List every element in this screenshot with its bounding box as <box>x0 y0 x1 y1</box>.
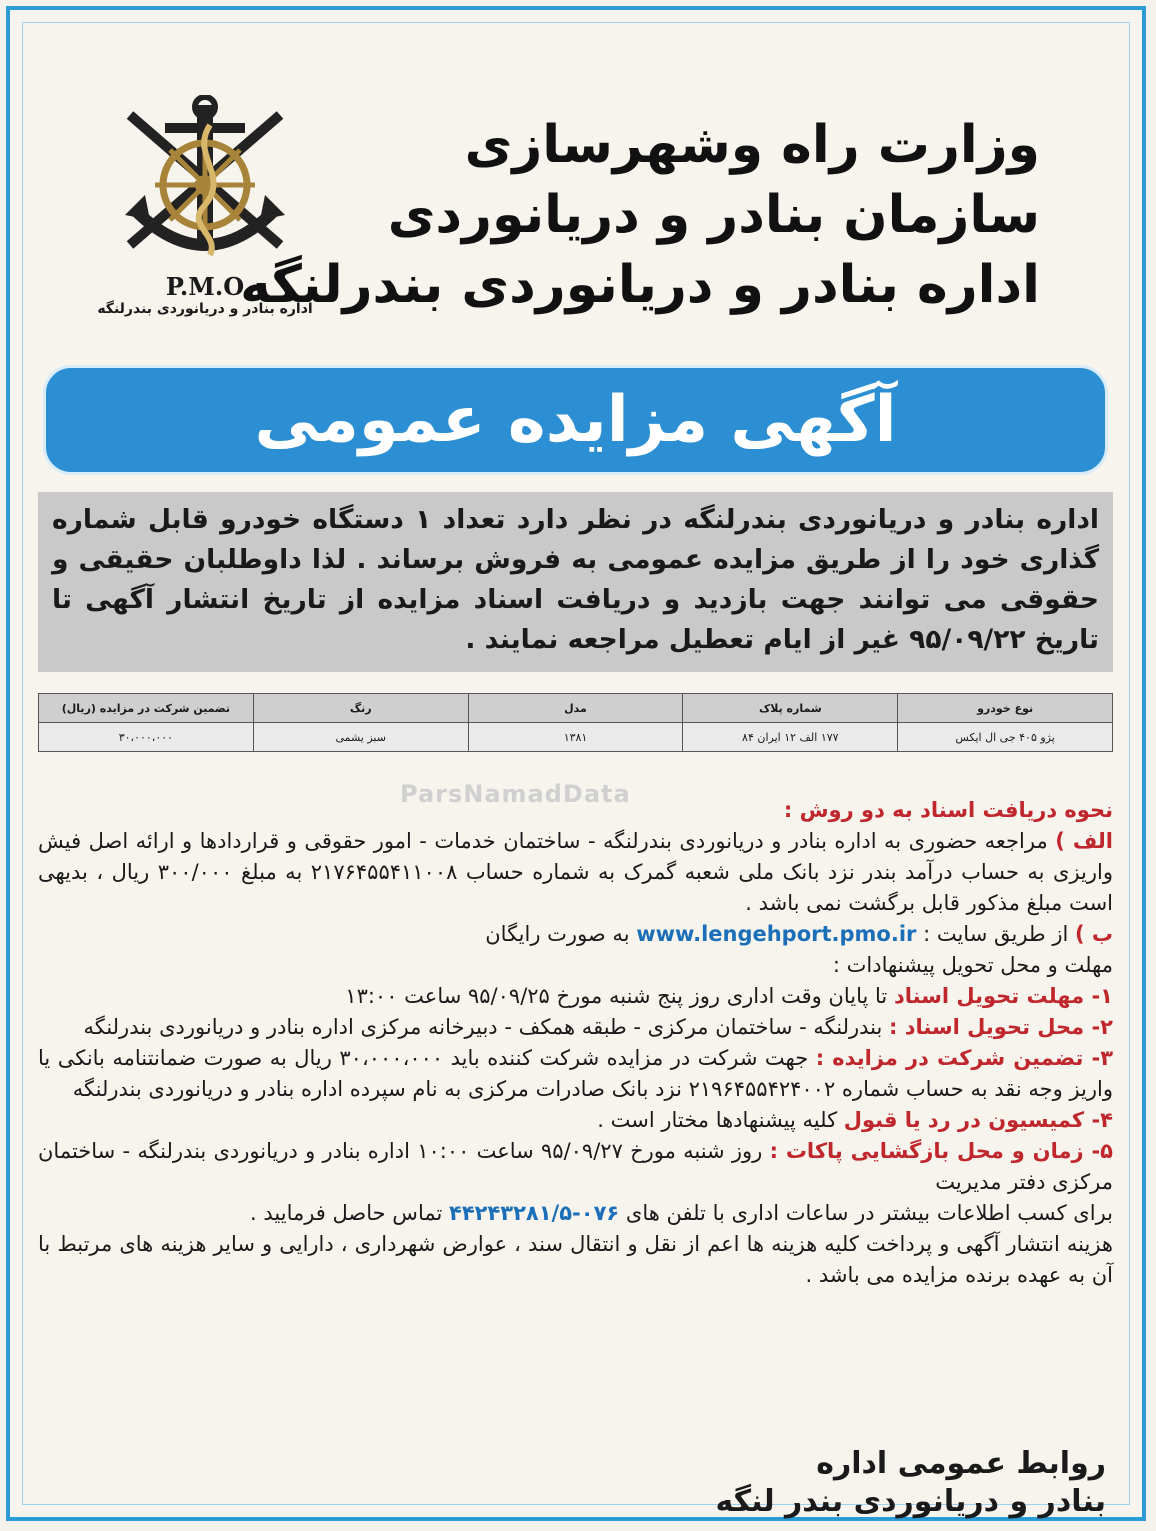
item-5 <box>38 1136 1113 1198</box>
table-cell: ۱۳۸۱ <box>468 723 683 752</box>
methods-title: نحوه دریافت اسناد به دو روش : <box>783 798 1113 822</box>
office-title: اداره بنادر و دریانوردی بندرلنگه <box>240 255 1040 315</box>
item-1 <box>38 981 1113 1012</box>
header-titles <box>240 110 1040 320</box>
info-pre: برای کسب اطلاعات بیشتر در ساعات اداری با تلفن های <box>625 1201 1113 1225</box>
method-b-post: به صورت رایگان <box>485 922 630 946</box>
item-5-label: ۵- زمان و محل بازگشایی پاکات : <box>769 1139 1113 1163</box>
table-cell: ۳۰،۰۰۰،۰۰۰ <box>39 723 254 752</box>
method-a <box>38 826 1113 919</box>
table-header-cell: رنگ <box>253 694 468 723</box>
table-cell: پژو ۴۰۵ جی ال ایکس <box>898 723 1113 752</box>
item-4-text: کلیه پیشنهادها مختار است . <box>597 1108 838 1132</box>
footer-line-2: بنادر و دریانوردی بندر لنگه <box>715 1484 1106 1519</box>
logo-caption: P.M.O <box>165 272 245 301</box>
item-3 <box>38 1043 1113 1105</box>
table-header-cell: مدل <box>468 694 683 723</box>
item-2 <box>38 1012 1113 1043</box>
method-a-text: مراجعه حضوری به اداره بنادر و دریانوردی بندرلنگه - ساختمان خدمات - امور حقوقی و قراردادها و ارائه اصل فیش واریزی به حساب درآمد بندر نزد بانک ملی شعبه گمرک به شماره حساب ۲۱۷۶۴۵۵۴۱۱۰۰۸ به مبلغ ۳۰۰/۰۰۰ ریال ، بدیهی است مبلغ مذکور قابل برگشت نمی باشد . <box>38 829 1113 915</box>
ad-body <box>38 795 1113 1291</box>
method-b <box>38 919 1113 950</box>
table-header-cell: نوع خودرو <box>898 694 1113 723</box>
phone-number: ۰۷۶-۴۴۲۴۳۲۸۱/۵ <box>449 1201 620 1225</box>
item-2-text: بندرلنگه - ساختمان مرکزی - طبقه همکف - دبیرخانه مرکزی اداره بنادر و دریانوردی بندرلنگه <box>83 1015 883 1039</box>
item-1-label: ۱- مهلت تحویل اسناد <box>893 984 1113 1008</box>
item-3-label: ۳- تضمین شرکت در مزایده : <box>815 1046 1114 1070</box>
table-cell: سبز یشمی <box>253 723 468 752</box>
method-a-label: الف ) <box>1055 829 1113 853</box>
ministry-title: وزارت راه وشهرسازی <box>464 115 1040 175</box>
item-5-text: روز شنبه مورخ ۹۵/۰۹/۲۷ ساعت ۱۰:۰۰ اداره بنادر و دریانوردی بندرلنگه - ساختمان مرکزی دفتر مدیریت <box>38 1139 1113 1194</box>
method-b-label: ب ) <box>1074 922 1113 946</box>
costs-note: هزینه انتشار آگهی و پرداخت کلیه هزینه ها اعم از نقل و انتقال سند ، عوارض شهرداری ، دارایی و سایر هزینه های مرتبط با آن به عهده برنده مزایده می باشد . <box>38 1232 1113 1287</box>
website-link[interactable]: www.lengehport.pmo.ir <box>636 922 917 946</box>
header <box>60 95 1060 325</box>
method-b-pre: از طریق سایت : <box>923 922 1069 946</box>
footer-line-1: روابط عمومی اداره <box>816 1446 1106 1481</box>
organization-title: سازمان بنادر و دریانوردی <box>387 185 1040 245</box>
item-2-label: ۲- محل تحویل اسناد : <box>889 1015 1113 1039</box>
intro-paragraph: اداره بنادر و دریانوردی بندرلنگه در نظر دارد تعداد ۱ دستگاه خودرو قابل شماره گذاری خود را از طریق مزایده عمومی به فروش برساند . لذا داوطلبان حقیقی و حقوقی می توانند جهت بازدید و دریافت اسناد مزایده از تاریخ انتشار آگهی تا تاریخ ۹۵/۰۹/۲۲ غیر از ایام تعطیل مراجعه نمایند . <box>38 492 1113 672</box>
item-4-label: ۴- کمیسیون در رد یا قبول <box>843 1108 1113 1132</box>
vehicle-table <box>38 693 1113 752</box>
item-4 <box>38 1105 1113 1136</box>
table-header-cell: شماره پلاک <box>683 694 898 723</box>
info-line <box>38 1198 1113 1229</box>
item-1-text: تا پایان وقت اداری روز پنج شنبه مورخ ۹۵/۰۹/۲۵ ساعت ۱۳:۰۰ <box>345 984 888 1008</box>
table-header-row <box>39 694 1113 723</box>
logo-subtitle: اداره بنادر و دریانوردی بندرلنگه <box>97 301 313 317</box>
watermark: ParsNamadData <box>400 780 631 808</box>
table-cell: ۱۷۷ الف ۱۲ ایران ۸۴ <box>683 723 898 752</box>
item-3-text: جهت شرکت در مزایده شرکت کننده باید ۳۰،۰۰۰،۰۰۰ ریال به صورت ضمانتنامه بانکی یا واریز وجه نقد به حساب شماره ۲۱۹۶۴۵۵۴۲۴۰۰۲ نزد بانک صادرات مرکزی به نام سپرده اداره بنادر و دریانوردی بندرلنگه <box>38 1046 1113 1101</box>
info-post: تماس حاصل فرمایید . <box>250 1201 443 1225</box>
banner-title: آگهی مزایده عمومی <box>254 383 897 457</box>
deadline-intro: مهلت و محل تحویل پیشنهادات : <box>832 953 1113 977</box>
table-row <box>39 723 1113 752</box>
table-header-cell: تضمین شرکت در مزایده (ریال) <box>39 694 254 723</box>
auction-banner <box>43 365 1108 475</box>
footer-signature <box>715 1445 1106 1521</box>
